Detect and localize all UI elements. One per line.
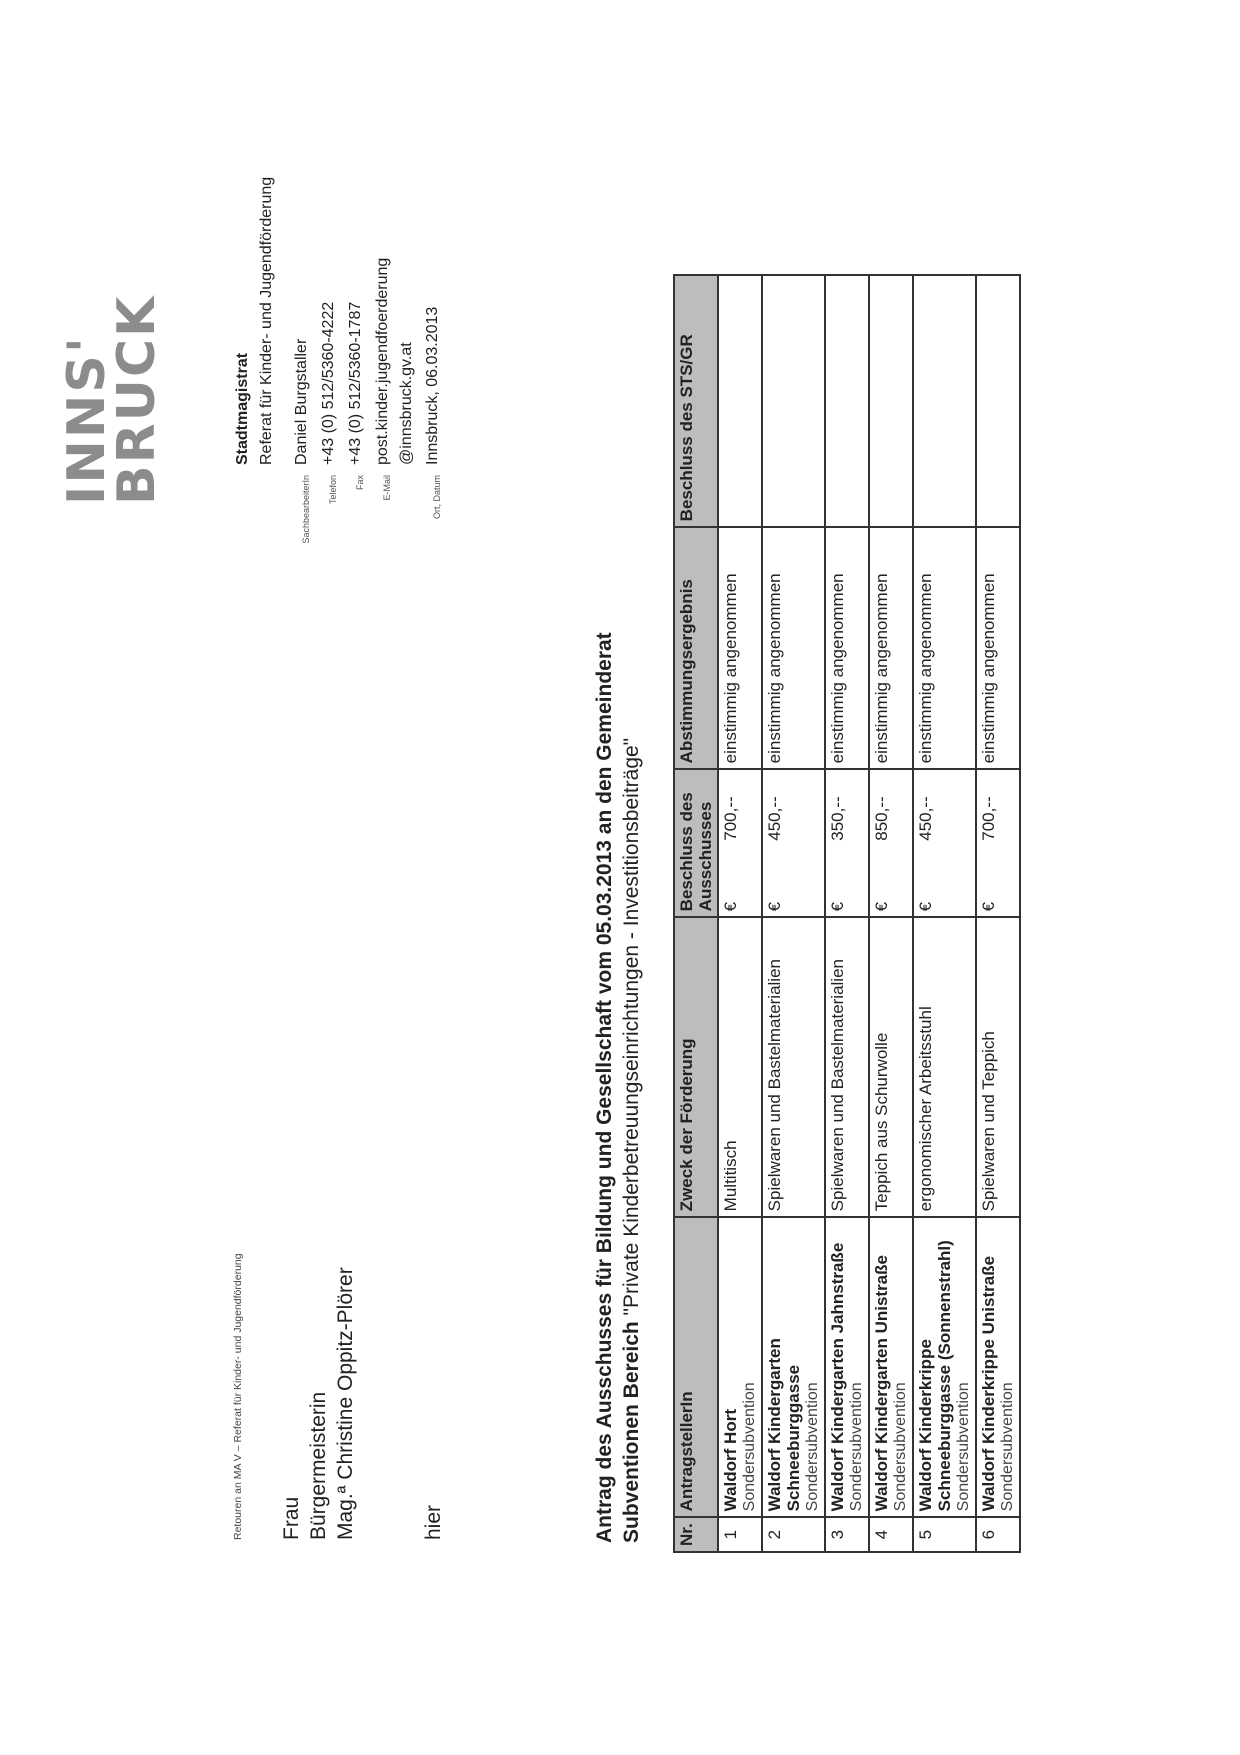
recipient-name: Mag.ª Christine Oppitz-Plörer bbox=[334, 1267, 357, 1540]
contact-value: post.kinder.jugendfoerderung bbox=[374, 257, 391, 465]
contact-row bbox=[398, 342, 420, 755]
contact-label: E-Mail bbox=[381, 475, 392, 501]
cell-beschluss-stsgr bbox=[976, 275, 1020, 527]
cell-zweck: Teppich aus Schurwolle bbox=[869, 917, 913, 1217]
cell-antragsteller bbox=[913, 1217, 976, 1517]
applicant-type: Sondersubvention bbox=[892, 1382, 909, 1512]
cell-beschluss-ausschuss bbox=[762, 769, 825, 917]
contact-label: Fax bbox=[354, 475, 365, 491]
cell-beschluss-stsgr bbox=[825, 275, 869, 527]
contact-label: Telefon bbox=[327, 475, 338, 505]
cell-antragsteller bbox=[762, 1217, 825, 1517]
amount: 700,-- bbox=[979, 796, 998, 841]
recipient-salutation: Frau bbox=[280, 1496, 303, 1540]
amount: 850,-- bbox=[872, 796, 891, 841]
logo-line-2: BRUCK bbox=[107, 294, 167, 505]
cell-abstimmung: einstimmig angenommen bbox=[825, 527, 869, 769]
applicant-name: Waldorf Hort bbox=[721, 1409, 740, 1512]
table-row bbox=[762, 275, 825, 1552]
cell-zweck: Spielwaren und Teppich bbox=[976, 917, 1020, 1217]
applicant-type: Sondersubvention bbox=[804, 1382, 821, 1512]
contact-row bbox=[374, 257, 396, 755]
applicant-type: Sondersubvention bbox=[848, 1382, 865, 1512]
cell-zweck: Spielwaren und Bastelmaterialien bbox=[825, 917, 869, 1217]
cell-nr: 1 bbox=[718, 1517, 762, 1552]
applicant-name: Waldorf Kinderkrippe Unistraße bbox=[979, 1255, 998, 1512]
amount: 700,-- bbox=[721, 796, 740, 841]
header-nr: Nr. bbox=[674, 1517, 718, 1552]
table-body bbox=[718, 275, 1020, 1552]
cell-abstimmung: einstimmig angenommen bbox=[869, 527, 913, 769]
cell-abstimmung: einstimmig angenommen bbox=[913, 527, 976, 769]
cell-beschluss-stsgr bbox=[869, 275, 913, 527]
cell-beschluss-ausschuss bbox=[869, 769, 913, 917]
cell-nr: 2 bbox=[762, 1517, 825, 1552]
subsidy-table bbox=[673, 274, 1021, 1553]
contact-value: Innsbruck, 06.03.2013 bbox=[424, 306, 441, 465]
cell-abstimmung: einstimmig angenommen bbox=[718, 527, 762, 769]
cell-nr: 3 bbox=[825, 1517, 869, 1552]
contact-value: @innsbruck.gv.at bbox=[398, 342, 415, 465]
applicant-name: Waldorf Kindergarten Schneeburggasse bbox=[765, 1338, 803, 1512]
innsbruck-logo bbox=[57, 285, 167, 505]
logo-line-1: INNS' bbox=[57, 335, 117, 505]
return-address-line: Retouren an MA V – Referat für Kinder- und Jugendförderung bbox=[232, 1253, 244, 1540]
currency-symbol: € bbox=[872, 901, 891, 912]
subheading-bold: Subventionen Bereich bbox=[620, 1321, 643, 1543]
header-beschluss-ausschuss: Beschluss des Ausschusses bbox=[674, 769, 718, 917]
subheading-rest: "Private Kinderbetreuungseinrichtungen - Investitionsbeiträge" bbox=[620, 737, 643, 1322]
amount: 450,-- bbox=[765, 796, 784, 841]
applicant-type: Sondersubvention bbox=[955, 1382, 972, 1512]
applicant-name: Waldorf Kindergarten Unistraße bbox=[872, 1255, 891, 1512]
header-antragsteller: AntragstellerIn bbox=[674, 1217, 718, 1517]
header-abstimmung: Abstimmungsergebnis bbox=[674, 527, 718, 769]
cell-abstimmung: einstimmig angenommen bbox=[976, 527, 1020, 769]
applicant-name: Waldorf Kinderkrippe Schneeburggasse (Sonnenstrahl) bbox=[916, 1240, 954, 1512]
contact-row bbox=[424, 306, 446, 755]
table-row bbox=[976, 275, 1020, 1552]
cell-nr: 5 bbox=[913, 1517, 976, 1552]
currency-symbol: € bbox=[979, 901, 998, 912]
cell-nr: 6 bbox=[976, 1517, 1020, 1552]
contact-row bbox=[320, 301, 342, 755]
contact-label: SachbearbeiterIn bbox=[300, 475, 311, 544]
amount: 450,-- bbox=[916, 796, 935, 841]
contact-value: +43 (0) 512/5360-4222 bbox=[320, 301, 337, 465]
cell-zweck: Spielwaren und Bastelmaterialien bbox=[762, 917, 825, 1217]
contact-value: Daniel Burgstaller bbox=[293, 338, 310, 465]
contact-row bbox=[293, 338, 315, 755]
cell-beschluss-stsgr bbox=[718, 275, 762, 527]
cell-beschluss-ausschuss bbox=[718, 769, 762, 917]
cell-beschluss-stsgr bbox=[762, 275, 825, 527]
cell-beschluss-stsgr bbox=[913, 275, 976, 527]
recipient-title: Bürgermeisterin bbox=[307, 1391, 330, 1540]
applicant-name: Waldorf Kindergarten Jahnstraße bbox=[828, 1242, 847, 1512]
cell-zweck: ergonomischer Arbeitsstuhl bbox=[913, 917, 976, 1217]
header-zweck: Zweck der Förderung bbox=[674, 917, 718, 1217]
currency-symbol: € bbox=[916, 901, 935, 912]
table-row bbox=[913, 275, 976, 1552]
cell-antragsteller bbox=[718, 1217, 762, 1517]
cell-beschluss-ausschuss bbox=[976, 769, 1020, 917]
table-row bbox=[718, 275, 762, 1552]
cell-nr: 4 bbox=[869, 1517, 913, 1552]
currency-symbol: € bbox=[721, 901, 740, 912]
recipient-location: hier bbox=[422, 1504, 445, 1540]
contact-row bbox=[347, 301, 369, 755]
amount: 350,-- bbox=[828, 796, 847, 841]
cell-zweck: Multitisch bbox=[718, 917, 762, 1217]
table-row bbox=[825, 275, 869, 1552]
contact-value: +43 (0) 512/5360-1787 bbox=[347, 301, 364, 465]
cell-beschluss-ausschuss bbox=[913, 769, 976, 917]
currency-symbol: € bbox=[828, 901, 847, 912]
document-heading: Antrag des Ausschusses für Bildung und Gesellschaft vom 05.03.2013 an den Gemeinderat bbox=[593, 632, 616, 1543]
sender-department: Referat für Kinder- und Jugendförderung bbox=[258, 176, 275, 465]
table-row bbox=[869, 275, 913, 1552]
header-beschluss-stsgr: Beschluss des STS/GR bbox=[674, 275, 718, 527]
contact-label: Ort, Datum bbox=[431, 475, 442, 520]
document-subheading bbox=[620, 738, 644, 1543]
cell-beschluss-ausschuss bbox=[825, 769, 869, 917]
applicant-type: Sondersubvention bbox=[999, 1382, 1016, 1512]
table-header-row bbox=[674, 275, 718, 1552]
sender-office: Stadtmagistrat bbox=[234, 352, 251, 465]
currency-symbol: € bbox=[765, 901, 784, 912]
applicant-type: Sondersubvention bbox=[741, 1382, 758, 1512]
cell-antragsteller bbox=[976, 1217, 1020, 1517]
cell-antragsteller bbox=[825, 1217, 869, 1517]
cell-abstimmung: einstimmig angenommen bbox=[762, 527, 825, 769]
cell-antragsteller bbox=[869, 1217, 913, 1517]
